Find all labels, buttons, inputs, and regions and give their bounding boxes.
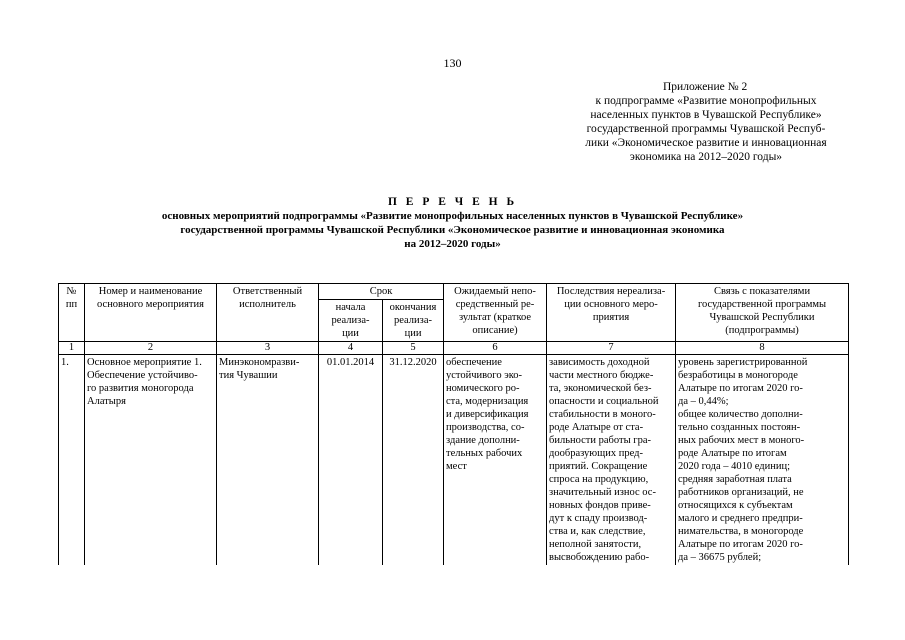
text-line: исполнитель [239, 299, 296, 310]
text-line: ста, модернизация [446, 396, 529, 407]
subtitle-line: на 2012–2020 годы» [404, 238, 501, 250]
text-line: Ожидаемый непо- [454, 286, 536, 297]
column-number: 2 [85, 342, 217, 355]
text-line: устойчивого эко- [446, 370, 523, 381]
text-line: дообразующих пред- [549, 448, 643, 459]
text-line: средственный ре- [455, 299, 535, 310]
text-line: приятий. Сокращение [549, 461, 648, 472]
header-term: Срок [319, 284, 444, 300]
text-line: безработицы в моногороде [678, 370, 798, 381]
text-line: ции основного меро- [564, 299, 658, 310]
text-line: и диверсификация [446, 409, 529, 420]
text-line: да – 36675 рублей; [678, 552, 762, 563]
text-line: высвобождению рабо- [549, 552, 650, 563]
header-executor [217, 284, 319, 342]
text-line: государственной программы [697, 299, 827, 310]
column-numbers-row [59, 342, 849, 355]
text-line: Обеспечение устойчиво- [87, 370, 198, 381]
text-line: мест [446, 461, 467, 472]
document-title: П Е Р Е Ч Е Н Ь [387, 196, 518, 208]
text-line: уровень зарегистрированной [678, 357, 808, 368]
text-line: реализа- [331, 315, 370, 326]
cell-executor [217, 355, 319, 566]
cell-start: 01.01.2014 [319, 355, 383, 566]
text-line: ции [404, 328, 422, 339]
appendix-block [570, 80, 842, 164]
text-line: основного мероприятия [97, 299, 204, 310]
text-line: роде Алатыре по итогам [678, 448, 787, 459]
text-line: зультат (краткое [458, 312, 532, 323]
text-line: дут к спаду производ- [549, 513, 648, 524]
cell-link [676, 355, 849, 566]
text-line: роде Алатыре от ста- [549, 422, 644, 433]
text-line: части местного бюдже- [549, 370, 654, 381]
cell-name [85, 355, 217, 566]
text-line: бильности работы гра- [549, 435, 651, 446]
text-line: малого и среднего предпри- [678, 513, 803, 524]
text-line: Алатыря [87, 396, 126, 407]
text-line: Номер и наименование [98, 286, 203, 297]
text-line: Ответственный [232, 286, 303, 297]
text-line: зависимость доходной [549, 357, 650, 368]
text-line: опасности и социальной [549, 396, 659, 407]
text-line: стабильности в моного- [549, 409, 656, 420]
measures-table [58, 283, 849, 565]
text-line: Чувашской Республики [709, 312, 815, 323]
text-line: (подпрограммы) [725, 325, 799, 336]
text-line: работников организаций, не [678, 487, 804, 498]
text-line: Последствия нереализа- [556, 286, 666, 297]
table-row [59, 355, 849, 566]
text-line: производства, со- [446, 422, 525, 433]
column-number: 6 [444, 342, 547, 355]
column-number: 1 [59, 342, 85, 355]
column-number: 5 [383, 342, 444, 355]
column-number: 4 [319, 342, 383, 355]
text-line: описание) [472, 325, 518, 336]
text-line: окончания [389, 302, 437, 313]
text-line: значительный износ ос- [549, 487, 656, 498]
column-number: 7 [547, 342, 676, 355]
text-line: Алатыре по итогам 2020 го- [678, 383, 803, 394]
text-line: средняя заработная плата [678, 474, 792, 485]
appendix-title: Приложение № 2 [663, 81, 748, 93]
text-line: тельно созданных постоян- [678, 422, 801, 433]
cell-consequences [547, 355, 676, 566]
text-line: № [66, 286, 77, 297]
cell-end: 31.12.2020 [383, 355, 444, 566]
subtitle-line: основных мероприятий подпрограммы «Развитие монопрофильных населенных пунктов в Чувашской Республике» [161, 210, 744, 222]
cell-result [444, 355, 547, 566]
header-start [319, 300, 383, 342]
text-line: тельных рабочих [446, 448, 523, 459]
text-line: ных рабочих мест в моного- [678, 435, 805, 446]
text-line: относящихся к субъектам [678, 500, 793, 511]
cell-num: 1. [59, 355, 85, 566]
text-line: го развития моногорода [87, 383, 194, 394]
header-num [59, 284, 85, 342]
text-line: спроса на продукцию, [549, 474, 649, 485]
text-line: Связь с показателями [713, 286, 811, 297]
text-line: новных фондов приве- [549, 500, 651, 511]
appendix-line: населенных пунктов в Чувашской Республике» [590, 109, 822, 121]
header-link [676, 284, 849, 342]
text-line: Минэкономразви- [219, 357, 300, 368]
text-line: приятия [592, 312, 630, 323]
text-line: Алатыре по итогам 2020 го- [678, 539, 803, 550]
text-line: ства и, как следствие, [549, 526, 646, 537]
column-number: 8 [676, 342, 849, 355]
appendix-line: к подпрограмме «Развитие монопрофильных [595, 95, 817, 107]
text-line: 2020 года – 4010 единиц; [678, 461, 791, 472]
appendix-line: лики «Экономическое развитие и инновационная [585, 137, 827, 149]
column-number: 3 [217, 342, 319, 355]
text-line: начала [335, 302, 366, 313]
text-line: неполной занятости, [549, 539, 642, 550]
header-name [85, 284, 217, 342]
text-line: общее количество дополни- [678, 409, 803, 420]
text-line: да – 0,44%; [678, 396, 729, 407]
appendix-line: экономика на 2012–2020 годы» [629, 151, 783, 163]
text-line: пп [65, 299, 78, 310]
document-subtitle [95, 209, 810, 251]
page-number: 130 [443, 56, 462, 70]
text-line: Основное мероприятие 1. [87, 357, 202, 368]
header-consequences [547, 284, 676, 342]
subtitle-line: государственной программы Чувашской Республики «Экономическое развитие и инновационная экономика [180, 224, 725, 236]
text-line: здание дополни- [446, 435, 520, 446]
text-line: номического ро- [446, 383, 520, 394]
text-line: обеспечение [446, 357, 502, 368]
text-line: реализа- [394, 315, 432, 326]
text-line: нимательства, в моногороде [678, 526, 804, 537]
header-result [444, 284, 547, 342]
text-line: ции [342, 328, 359, 339]
text-line: тия Чувашии [219, 370, 278, 381]
appendix-line: государственной программы Чувашской Респуб- [586, 123, 826, 135]
header-end [383, 300, 444, 342]
text-line: та, экономической без- [549, 383, 652, 394]
